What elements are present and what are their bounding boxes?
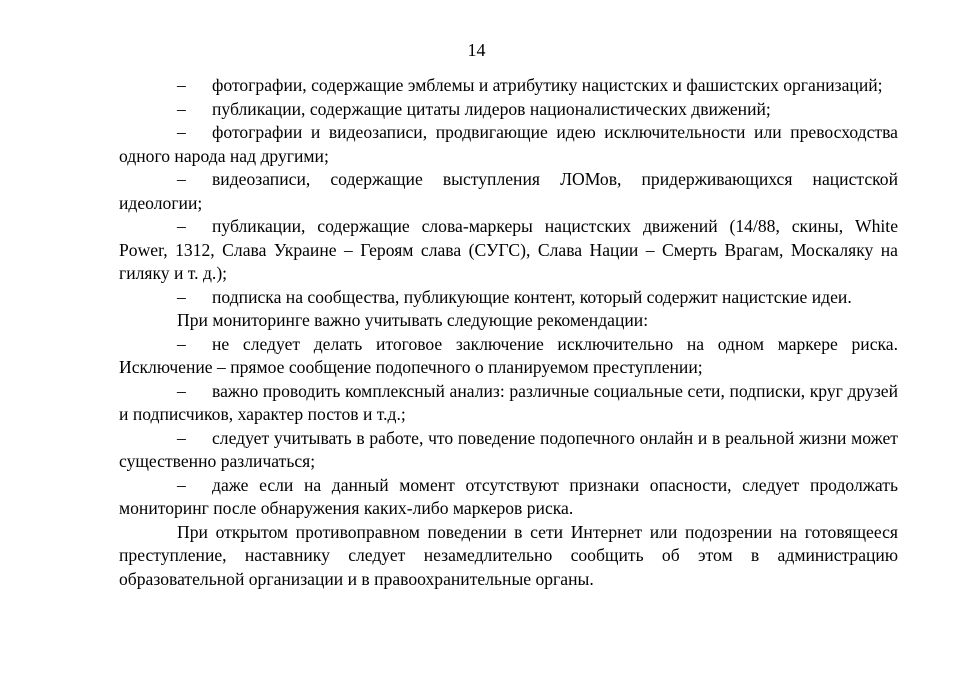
dash-bullet: –	[177, 380, 186, 401]
list-item-text: даже если на данный момент отсутствуют признаки опасности, следует продолжать мониторинг после обнаружения каких-либо маркеров риска.	[119, 474, 898, 518]
dash-bullet: –	[177, 427, 186, 448]
list-item	[119, 215, 898, 286]
list-item	[119, 168, 898, 215]
paragraph-conclusion: При открытом противоправном поведении в сети Интернет или подозрении на готовящееся преступление, наставнику следует незамедлительно сообщить об этом в администрацию образовательной организации и в правоохранительные органы.	[119, 521, 898, 589]
list-item-text: не следует делать итоговое заключение исключительно на одном маркере риска. Исключение – прямое сообщение подопечного о планируемом преступлении;	[119, 333, 898, 377]
dash-bullet: –	[177, 216, 186, 236]
dash-bullet: –	[177, 333, 186, 354]
list-item-text: подписка на сообщества, публикующие контент, который содержит нацистские идеи.	[212, 286, 852, 307]
dash-bullet: –	[177, 75, 186, 95]
list-item	[119, 380, 898, 427]
document-body	[119, 74, 898, 591]
list-item	[119, 121, 898, 168]
list-item-text: публикации, содержащие цитаты лидеров националистических движений;	[212, 98, 771, 119]
list-item-text: фотографии, содержащие эмблемы и атрибутику нацистских и фашистских организаций;	[212, 75, 883, 95]
list-item	[119, 98, 898, 122]
list-item-text: следует учитывать в работе, что поведение подопечного онлайн и в реальной жизни может существенно различаться;	[119, 427, 898, 471]
dash-bullet: –	[177, 98, 186, 119]
list-item-text: видеозаписи, содержащие выступления ЛОМов, придерживающихся нацистской идеологии;	[119, 169, 898, 213]
list-item	[119, 427, 898, 474]
dash-bullet: –	[177, 286, 186, 307]
list-item	[119, 74, 898, 98]
list-item	[119, 286, 898, 310]
paragraph-recommendations-intro: При мониторинге важно учитывать следующие рекомендации:	[177, 310, 649, 330]
list-item	[119, 333, 898, 380]
list-item-text: публикации, содержащие слова-маркеры нацистских движений (14/88, скины, White Power, 1312, Слава Украине – Героям слава (СУГС), Слава Нации – Смерть Врагам, Москаляку на гиляку и т. д.);	[119, 216, 898, 283]
dash-bullet: –	[177, 474, 186, 495]
list-item-text: важно проводить комплексный анализ: различные социальные сети, подписки, круг друзей и подписчиков, характер постов и т.д.;	[119, 380, 898, 424]
dash-bullet: –	[177, 122, 186, 142]
list-item-text: фотографии и видеозаписи, продвигающие идею исключительности или превосходства одного народа над другими;	[119, 122, 898, 166]
dash-bullet: –	[177, 169, 186, 189]
page-number: 14	[467, 40, 486, 60]
list-item	[119, 474, 898, 521]
